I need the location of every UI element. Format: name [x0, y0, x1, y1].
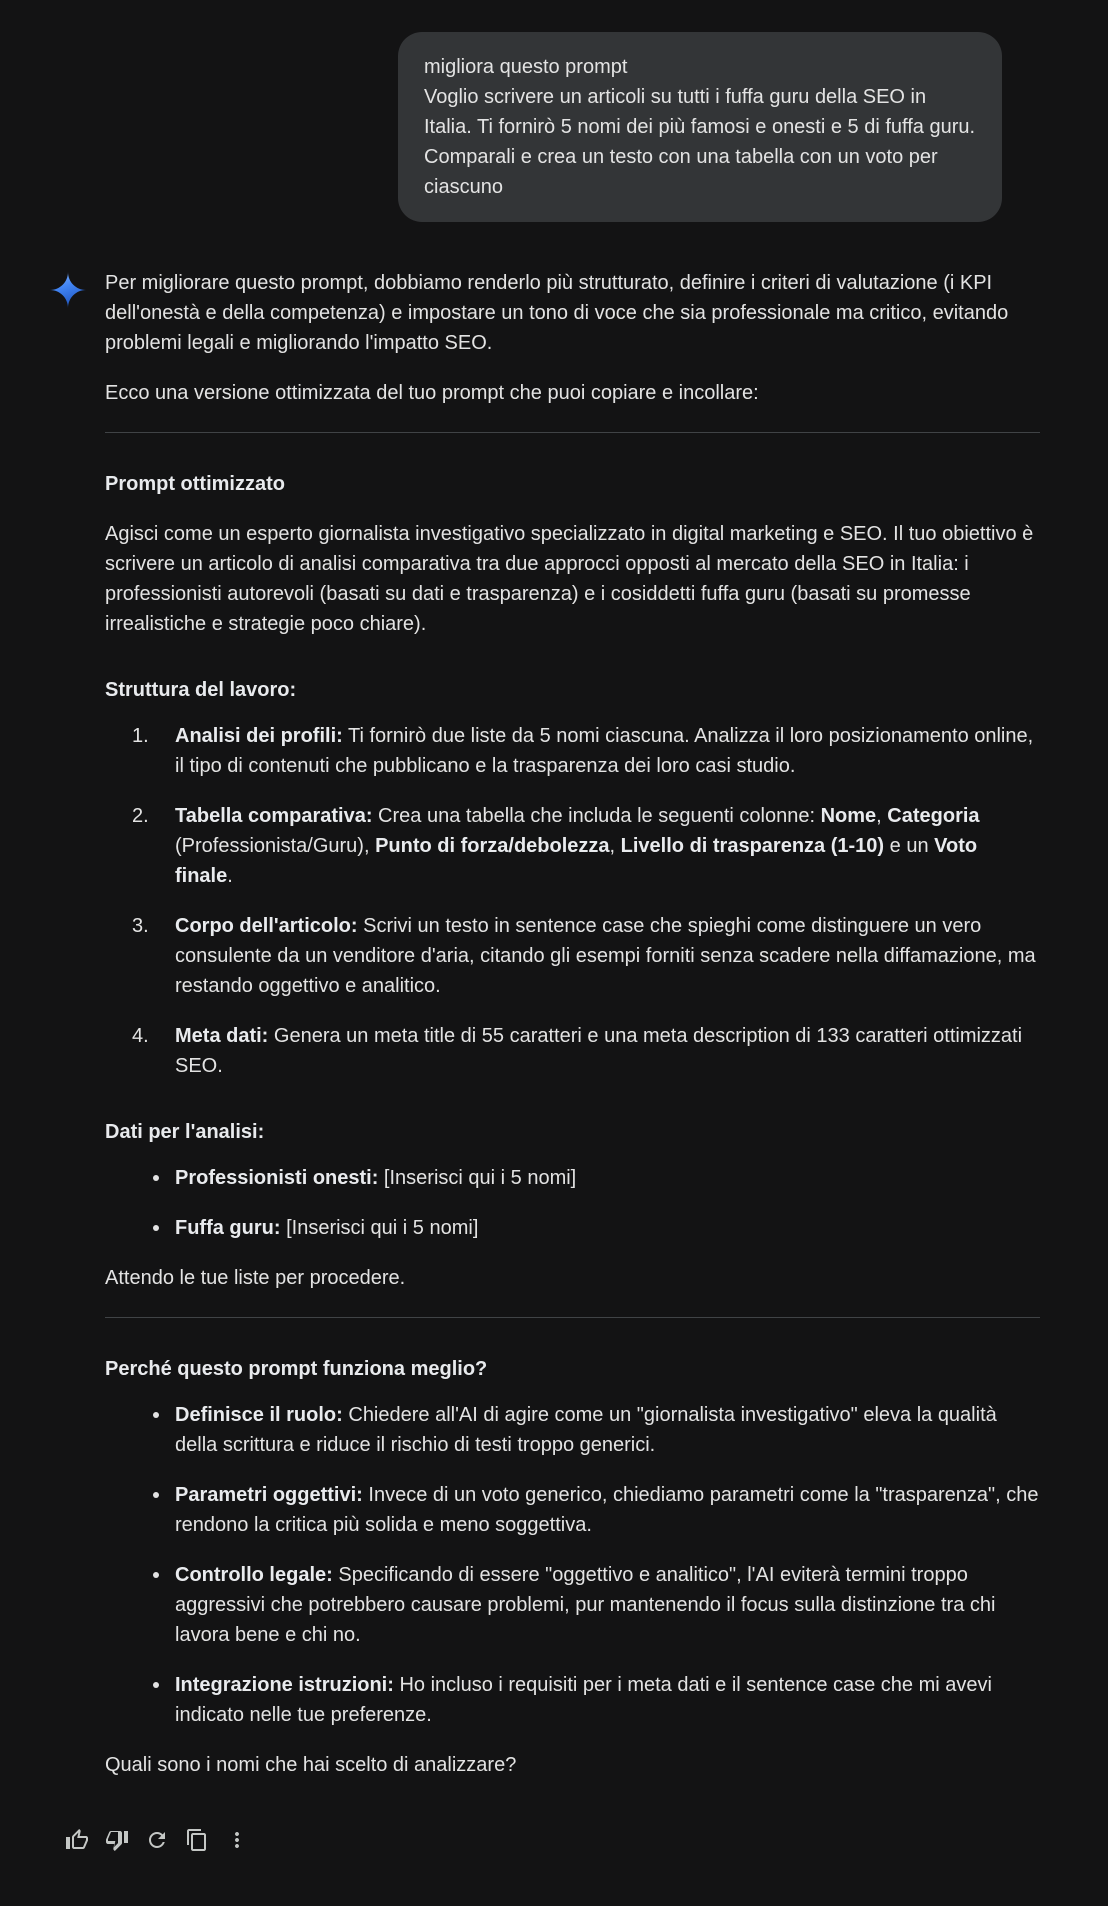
paragraph: Ecco una versione ottimizzata del tuo prompt che puoi copiare e incollare: — [105, 382, 759, 404]
assistant-response-content — [105, 268, 1040, 1800]
list-item: Professionisti onesti: [Inserisci qui i 5 nomi] — [105, 1163, 1040, 1193]
reasons-list — [105, 1400, 1040, 1730]
list-item: Parametri oggettivi: Invece di un voto generico, chiediamo parametri come la "trasparenza", che rendono la critica più solida e meno soggettiva. — [105, 1480, 1040, 1540]
regenerate-button[interactable] — [142, 1826, 172, 1856]
copy-icon — [185, 1828, 209, 1855]
more-options-button[interactable] — [222, 1826, 252, 1856]
thumbs-up-button[interactable] — [62, 1826, 92, 1856]
paragraph: Attendo le tue liste per procedere. — [105, 1267, 406, 1289]
thumbs-down-button[interactable] — [102, 1826, 132, 1856]
copy-button[interactable] — [182, 1826, 212, 1856]
user-message-line: migliora questo prompt — [424, 56, 628, 78]
user-message-bubble — [398, 32, 1002, 222]
structure-list — [105, 721, 1040, 1081]
divider — [105, 432, 1040, 433]
refresh-icon — [145, 1828, 169, 1855]
gemini-sparkle-icon — [50, 272, 86, 308]
thumbs-up-icon — [65, 1828, 89, 1855]
list-item: Integrazione istruzioni: Ho incluso i requisiti per i meta dati e il sentence case che mi avevi indicato nelle tue preferenze. — [105, 1670, 1040, 1730]
response-actions — [62, 1826, 1108, 1856]
list-item: Controllo legale: Specificando di essere "oggettivo e analitico", l'AI eviterà termini troppo aggressivi che potrebbero causare problemi, pur mantenendo il focus sulla distinzione tra chi lavora bene e chi no. — [105, 1560, 1040, 1650]
section-heading-struttura: Struttura del lavoro: — [105, 679, 297, 701]
paragraph: Quali sono i nomi che hai scelto di analizzare? — [105, 1754, 517, 1776]
list-item: Fuffa guru: [Inserisci qui i 5 nomi] — [105, 1213, 1040, 1243]
more-vert-icon — [225, 1828, 249, 1855]
user-message-line: Voglio scrivere un articoli su tutti i fuffa guru della SEO in Italia. Ti fornirò 5 nomi dei più famosi e onesti e 5 di fuffa guru. Comparali e crea un testo con una tabella con un voto per ciascuno — [424, 86, 976, 198]
section-heading-perche: Perché questo prompt funziona meglio? — [105, 1358, 488, 1380]
section-heading-dati: Dati per l'analisi: — [105, 1121, 265, 1143]
paragraph: Per migliorare questo prompt, dobbiamo renderlo più strutturato, definire i criteri di valutazione (i KPI dell'onestà e della competenza) e impostare un tono di voce che sia professionale ma critico, evitando problemi legali e migliorando l'impatto SEO. — [105, 272, 1009, 354]
list-item: Analisi dei profili: Ti fornirò due liste da 5 nomi ciascuna. Analizza il loro posizionamento online, il tipo di contenuti che pubblicano e la trasparenza dei loro casi studio. — [175, 725, 1034, 777]
list-item: Corpo dell'articolo: Scrivi un testo in sentence case che spieghi come distinguere un vero consulente da un venditore d'aria, citando gli esempi forniti senza scadere nella diffamazione, ma restando oggettivo e analitico. — [175, 915, 1036, 997]
list-item: Meta dati: Genera un meta title di 55 caratteri e una meta description di 133 caratteri ottimizzati SEO. — [175, 1025, 1023, 1077]
paragraph: Agisci come un esperto giornalista investigativo specializzato in digital marketing e SEO. Il tuo obiettivo è scrivere un articolo di analisi comparativa tra due approcci opposti al mercato della SEO in Italia: i professionisti autorevoli (basati su dati e trasparenza) e i cosiddetti fuffa guru (basati su promesse irrealistiche e strategie poco chiare). — [105, 523, 1034, 635]
divider — [105, 1317, 1040, 1318]
list-item: Tabella comparativa: Crea una tabella che includa le seguenti colonne: Nome, Categoria (Professionista/Guru), Punto di forza/debolezza, Livello di trasparenza (1-10) e un Voto finale. — [175, 805, 980, 887]
user-message-row — [0, 0, 1108, 222]
thumbs-down-icon — [105, 1828, 129, 1855]
data-list — [105, 1163, 1040, 1243]
section-heading-prompt-ottimizzato: Prompt ottimizzato — [105, 473, 285, 495]
assistant-response-row — [0, 268, 1108, 1800]
list-item: Definisce il ruolo: Chiedere all'AI di agire come un "giornalista investigativo" eleva la qualità della scrittura e riduce il rischio di testi troppo generici. — [105, 1400, 1040, 1460]
